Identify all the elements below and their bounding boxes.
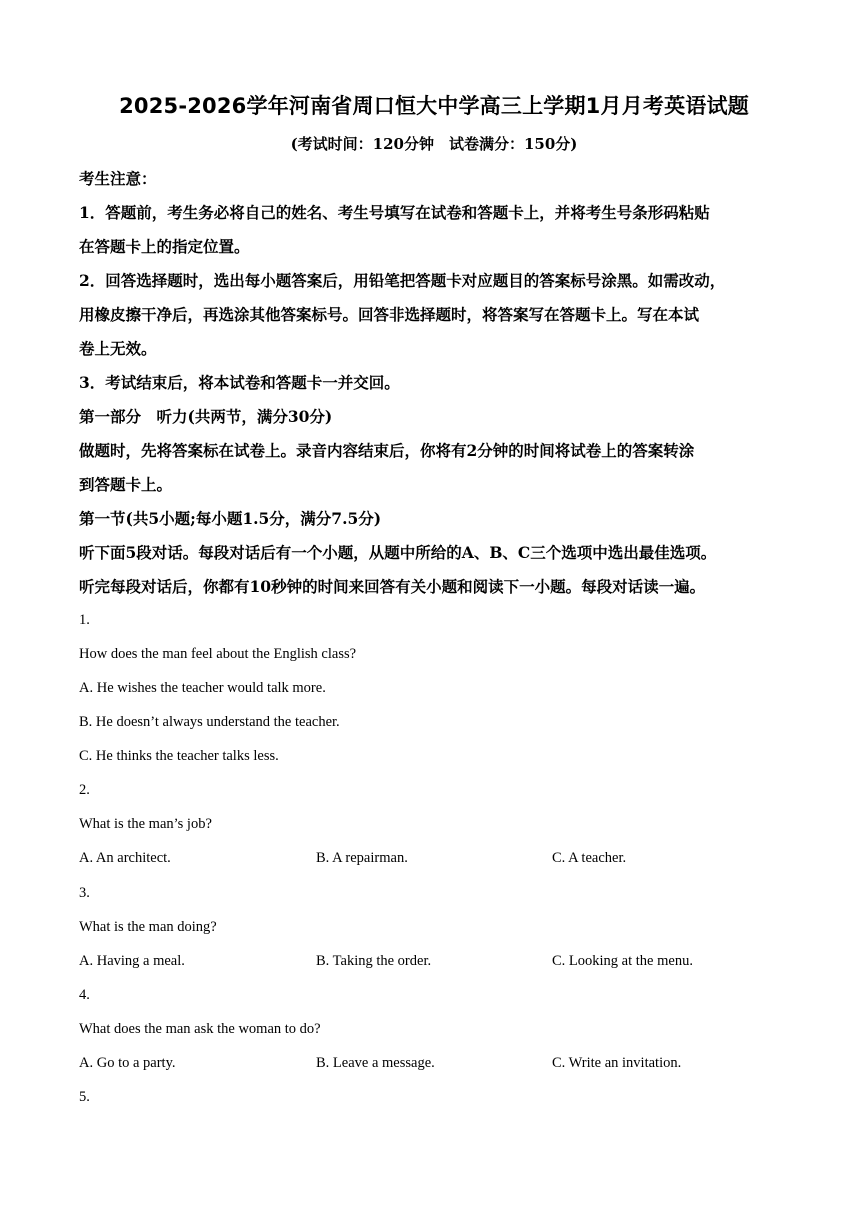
question-number: 5.: [79, 1089, 90, 1105]
notice-line: 2．回答选择题时，选出每小题答案后，用铅笔把答题卡对应题目的答案标号涂黑。如需改动，: [79, 271, 726, 290]
answer-option: C. Write an invitation.: [552, 1055, 682, 1071]
answer-option: A. Go to a party.: [79, 1055, 176, 1071]
notice-line: 卷上无效。: [79, 339, 157, 358]
question-stem: What is the man doing?: [79, 919, 217, 935]
section1-heading: 第一节(共5小题;每小题1.5分，满分7.5分): [79, 509, 382, 528]
exam-title: 2025-2026学年河南省周口恒大中学高三上学期1月月考英语试题: [119, 94, 749, 118]
part1-heading: 第一部分 听力(共两节，满分30分): [79, 407, 333, 426]
notice-line: 用橡皮擦干净后，再选涂其他答案标号。回答非选择题时，将答案写在答题卡上。写在本试: [79, 305, 700, 324]
answer-option: B. Leave a message.: [316, 1055, 435, 1071]
question-number: 3.: [79, 885, 90, 901]
part1-instruction: 到答题卡上。: [79, 475, 173, 494]
question-number: 2.: [79, 782, 90, 798]
answer-option: B. Taking the order.: [316, 953, 432, 969]
question-stem: What is the man’s job?: [79, 816, 212, 832]
question-stem: How does the man feel about the English class?: [79, 646, 357, 662]
answer-option: A. Having a meal.: [79, 953, 185, 969]
part1-instruction: 做题时，先将答案标在试卷上。录音内容结束后，你将有2分钟的时间将试卷上的答案转涂: [79, 441, 695, 460]
notice-line: 在答题卡上的指定位置。: [79, 237, 250, 256]
answer-option: B. A repairman.: [316, 850, 408, 866]
question-stem: What does the man ask the woman to do?: [79, 1021, 321, 1037]
question-number: 1.: [79, 612, 90, 628]
notice-heading: 考生注意：: [79, 169, 157, 188]
answer-option: C. Looking at the menu.: [552, 953, 693, 969]
answer-option: A. An architect.: [79, 850, 171, 866]
answer-option: B. He doesn’t always understand the teacher.: [79, 714, 340, 730]
answer-option: C. A teacher.: [552, 850, 627, 866]
question-number: 4.: [79, 987, 90, 1003]
notice-line: 3．考试结束后，将本试卷和答题卡一并交回。: [79, 373, 400, 392]
answer-option: A. He wishes the teacher would talk more.: [79, 680, 326, 696]
answer-option: C. He thinks the teacher talks less.: [79, 748, 279, 764]
section1-instruction: 听完每段对话后，你都有10秒钟的时间来回答有关小题和阅读下一小题。每段对话读一遍。: [79, 577, 706, 596]
section1-instruction: 听下面5段对话。每段对话后有一个小题，从题中所给的A、B、C三个选项中选出最佳选项。: [79, 543, 717, 562]
exam-subtitle: (考试时间：120分钟 试卷满分：150分): [290, 135, 578, 153]
notice-line: 1．答题前，考生务必将自己的姓名、考生号填写在试卷和答题卡上，并将考生号条形码粘贴: [79, 203, 710, 222]
